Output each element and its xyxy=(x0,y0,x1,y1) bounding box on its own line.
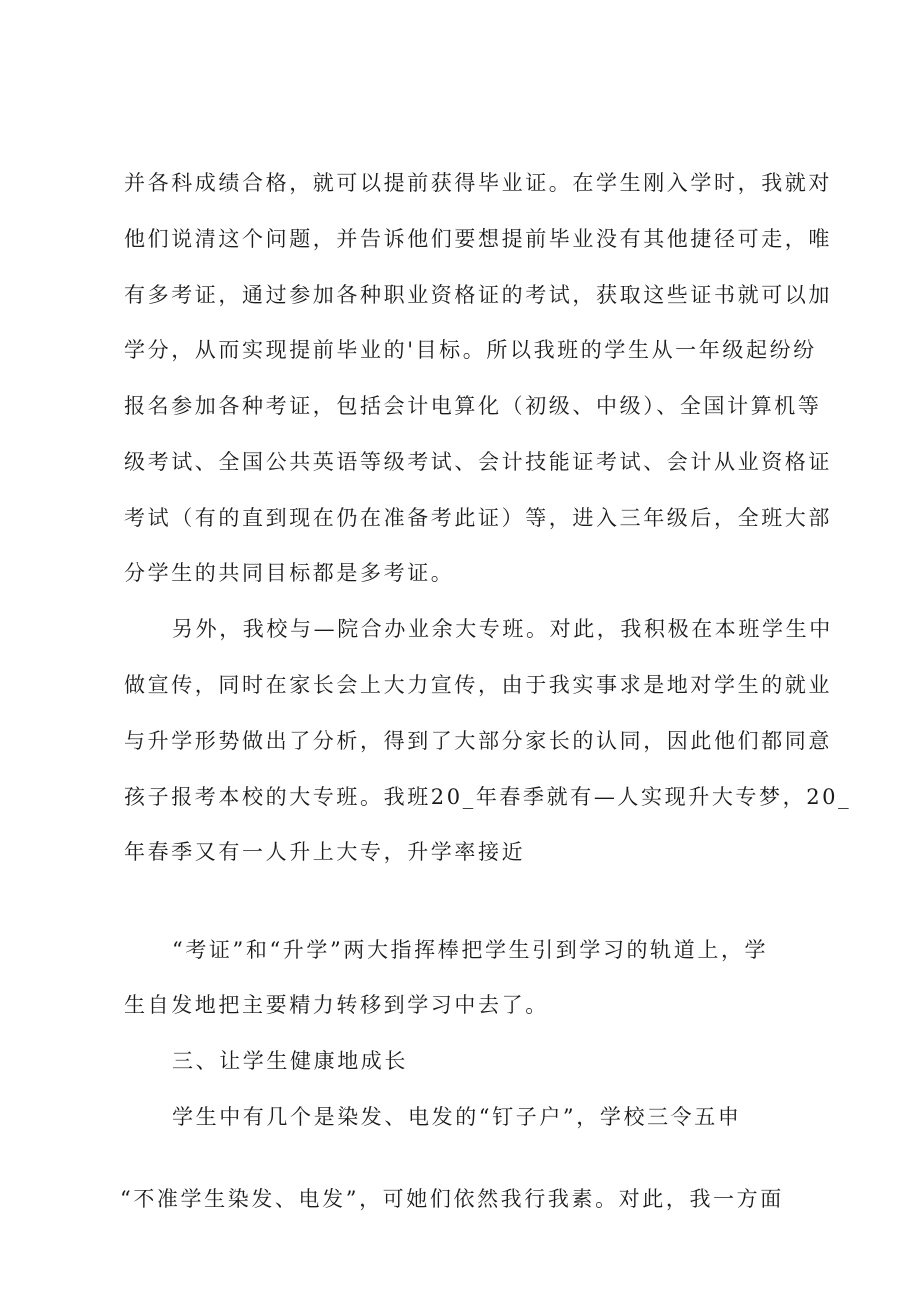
paragraph-line-4: 学分，从而实现提前毕业的'目标。所以我班的学生从一年级起纷纷 xyxy=(124,338,817,362)
paragraph-line-11: 与升学形势做出了分析，得到了大部分家长的认同，因此他们都同意 xyxy=(124,729,832,753)
paragraph-line-6: 级考试、全国公共英语等级考试、会计技能证考试、会计从业资格证 xyxy=(124,450,832,474)
paragraph-line-8: 分学生的共同目标都是多考证。 xyxy=(124,561,455,585)
paragraph-line-16: 学生中有几个是染发、电发的“钉子户”，学校三令五申 xyxy=(172,1105,742,1129)
paragraph-line-5: 报名参加各种考证，包括会计电算化（初级、中级）、全国计算机等 xyxy=(124,394,822,418)
paragraph-line-13: 年春季又有一人升上大专，升学率接近 xyxy=(124,840,526,864)
paragraph-line-9: 另外，我校与—院合办业余大专班。对此，我积极在本班学生中 xyxy=(172,617,833,641)
paragraph-line-10: 做宣传，同时在家长会上大力宣传，由于我实事求是地对学生的就业 xyxy=(124,673,832,697)
paragraph-line-1: 并各科成绩合格，就可以提前获得毕业证。在学生刚入学时，我就对 xyxy=(124,171,832,195)
paragraph-line-12: 孩子报考本校的大专班。我班20_年春季就有—人实现升大专梦，20_ xyxy=(124,785,852,809)
paragraph-line-2: 他们说清这个问题，并告诉他们要想提前毕业没有其他捷径可走，唯 xyxy=(124,227,832,251)
section-heading: 三、让学生健康地成长 xyxy=(172,1049,408,1073)
paragraph-line-14: “考证”和“升学”两大指挥棒把学生引到学习的轨道上，学 xyxy=(172,938,769,962)
paragraph-line-7: 考试（有的直到现在仍在准备考此证）等，进入三年级后，全班大部 xyxy=(124,506,832,530)
paragraph-line-3: 有多考证，通过参加各种职业资格证的考试，获取这些证书就可以加 xyxy=(124,283,832,307)
paragraph-line-15: 生自发地把主要精力转移到学习中去了。 xyxy=(124,993,549,1017)
paragraph-line-17: “不准学生染发、电发”，可她们依然我行我素。对此，我一方面 xyxy=(120,1187,784,1211)
